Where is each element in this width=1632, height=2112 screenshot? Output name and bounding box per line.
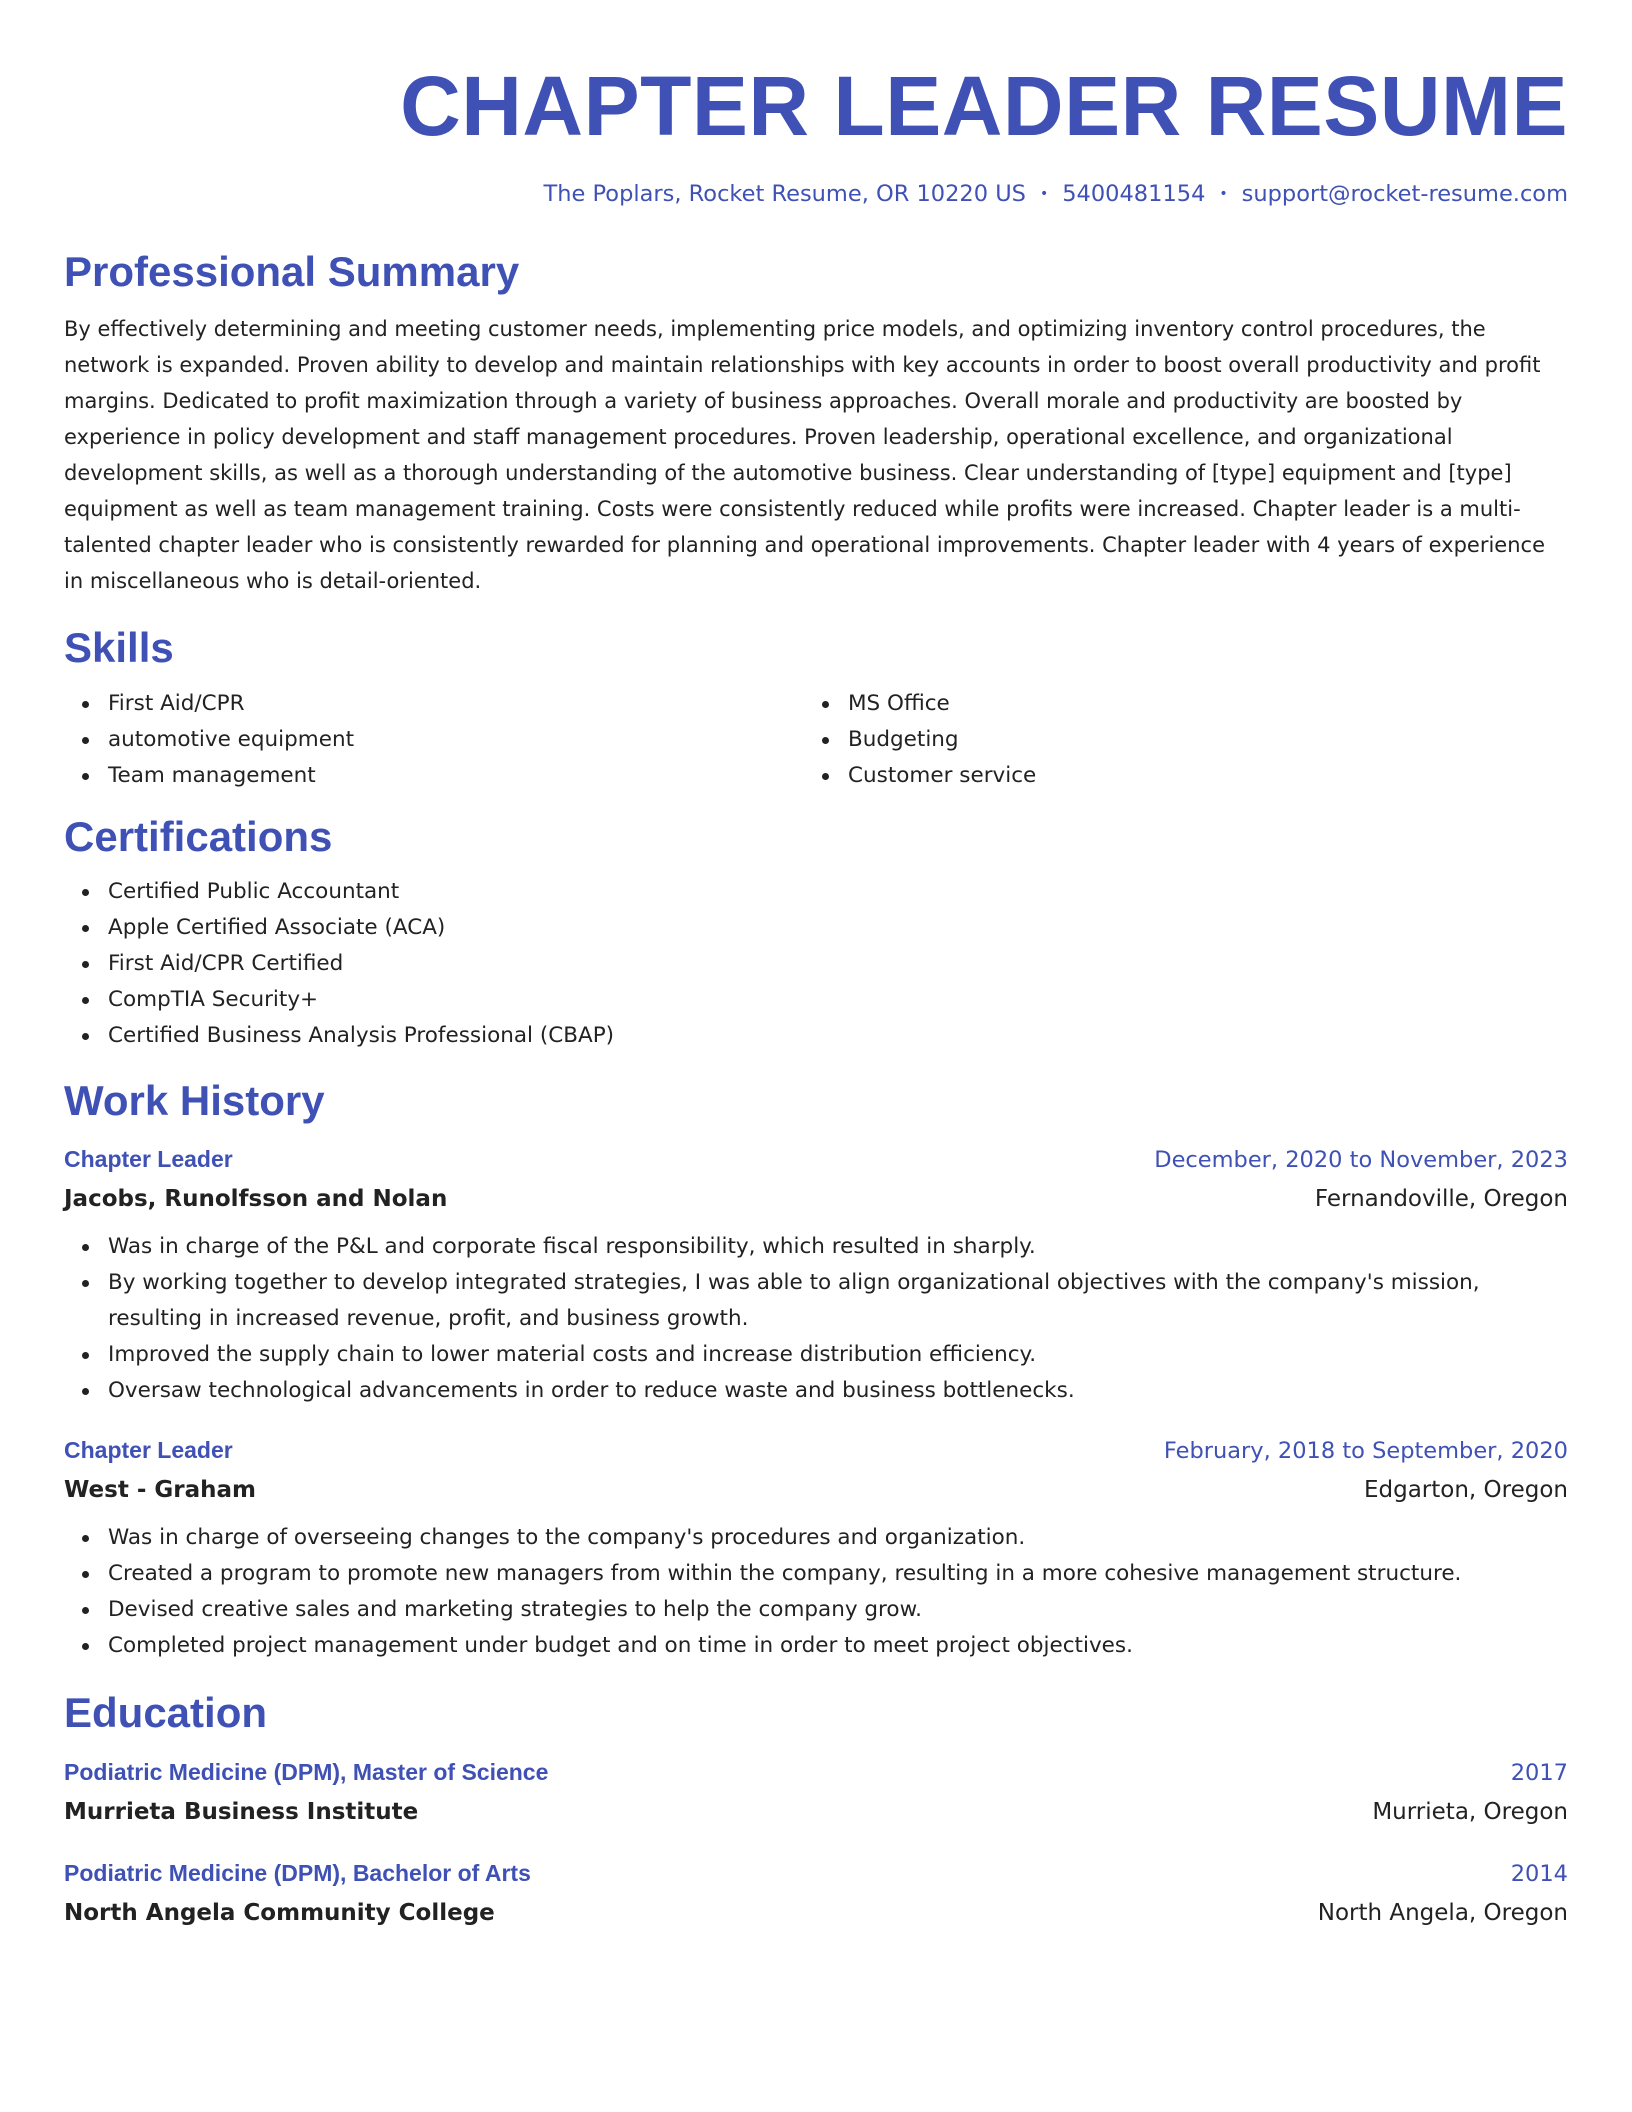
job-bullet: Completed project management under budget and on time in order to meet project objectives. — [64, 1628, 1568, 1664]
school-name: Murrieta Business Institute — [64, 1798, 419, 1825]
job-bullets — [64, 1520, 1568, 1664]
school-location: Murrieta, Oregon — [1372, 1798, 1568, 1825]
skill-item: Team management — [64, 758, 804, 794]
certification-item: CompTIA Security+ — [64, 982, 1568, 1018]
contact-email: support@rocket-resume.com — [1241, 180, 1568, 207]
work-entry-subheader — [64, 1470, 1568, 1510]
education-entry-subheader — [64, 1893, 1568, 1933]
contact-address: The Poplars, Rocket Resume, OR 10220 US — [543, 180, 1026, 207]
skill-item: MS Office — [804, 686, 1544, 722]
school-location: North Angela, Oregon — [1317, 1899, 1568, 1926]
job-dates: December, 2020 to November, 2023 — [1154, 1147, 1568, 1174]
skills-grid — [64, 686, 1568, 794]
skills-list-left — [64, 686, 804, 794]
work-history-heading: Work History — [64, 1076, 325, 1124]
summary-heading: Professional Summary — [64, 247, 520, 295]
job-bullet: By working together to develop integrated strategies, I was able to align organizational objectives with the company's mission, resulting in increased revenue, profit, and business growth. — [64, 1265, 1568, 1337]
education-entry-header — [64, 1753, 1568, 1792]
job-location: Fernandoville, Oregon — [1314, 1186, 1568, 1213]
skills-heading: Skills — [64, 624, 174, 672]
contact-phone: 5400481154 — [1062, 180, 1206, 207]
job-bullet: Oversaw technological advancements in order to reduce waste and business bottlenecks. — [64, 1373, 1568, 1409]
job-bullet: Improved the supply chain to lower material costs and increase distribution efficiency. — [64, 1337, 1568, 1373]
work-entry — [64, 1431, 1568, 1664]
job-bullet: Created a program to promote new managers from within the company, resulting in a more cohesive management structure. — [64, 1556, 1568, 1592]
degree: Podiatric Medicine (DPM), Bachelor of Arts — [64, 1859, 531, 1886]
contact-separator: • — [1039, 186, 1049, 203]
education-entry — [64, 1854, 1568, 1933]
school-name: North Angela Community College — [64, 1899, 495, 1926]
education-heading: Education — [64, 1689, 268, 1737]
certification-item: Certified Business Analysis Professional (CBAP) — [64, 1018, 1568, 1054]
graduation-year: 2014 — [1510, 1860, 1568, 1887]
work-entry — [64, 1140, 1568, 1409]
resume-header — [64, 56, 1568, 207]
job-bullet: Was in charge of the P&L and corporate fiscal responsibility, which resulted in sharply. — [64, 1229, 1568, 1265]
job-location: Edgarton, Oregon — [1363, 1477, 1568, 1504]
certification-item: First Aid/CPR Certified — [64, 946, 1568, 982]
job-company: Jacobs, Runolfsson and Nolan — [64, 1186, 448, 1213]
education-entry-subheader — [64, 1792, 1568, 1832]
degree: Podiatric Medicine (DPM), Master of Science — [64, 1758, 549, 1785]
certification-item: Certified Public Accountant — [64, 874, 1568, 910]
contact-line — [64, 181, 1568, 207]
job-bullet: Devised creative sales and marketing strategies to help the company grow. — [64, 1592, 1568, 1628]
education-entry-header — [64, 1854, 1568, 1893]
skill-item: First Aid/CPR — [64, 686, 804, 722]
contact-separator: • — [1219, 186, 1228, 203]
work-entry-header — [64, 1140, 1568, 1179]
summary-text: By effectively determining and meeting customer needs, implementing price models, and optimizing inventory control procedures, the network is expanded. Proven ability to develop and maintain relationships with key accounts in order to boost overall productivity and profit margins. Dedicated to profit maximization through a variety of business approaches. Overall morale and productivity are boosted by experience in policy development and staff management procedures. Proven leadership, operational excellence, and organizational development skills, as well as a thorough understanding of the automotive business. Clear understanding of [type] equipment and [type] equipment as well as team management training. Costs were consistently reduced while profits were increased. Chapter leader is a multi-talented chapter leader who is consistently rewarded for planning and operational improvements. Chapter leader with 4 years of experience in miscellaneous who is detail-oriented. — [64, 317, 1545, 594]
skill-item: Budgeting — [804, 722, 1544, 758]
certification-item: Apple Certified Associate (ACA) — [64, 910, 1568, 946]
skill-item: automotive equipment — [64, 722, 804, 758]
job-dates: February, 2018 to September, 2020 — [1163, 1438, 1568, 1465]
graduation-year: 2017 — [1510, 1759, 1568, 1786]
certifications-heading: Certifications — [64, 812, 333, 860]
job-role: Chapter Leader — [64, 1437, 233, 1464]
skills-list-right — [804, 686, 1544, 794]
work-entry-subheader — [64, 1179, 1568, 1219]
education-entry — [64, 1753, 1568, 1832]
job-role: Chapter Leader — [64, 1146, 233, 1173]
resume-title: CHAPTER LEADER RESUME — [400, 59, 1568, 153]
certifications-list — [64, 874, 1568, 1054]
job-company: West - Graham — [64, 1477, 256, 1504]
job-bullet: Was in charge of overseeing changes to the company's procedures and organization. — [64, 1520, 1568, 1556]
skill-item: Customer service — [804, 758, 1544, 794]
job-bullets — [64, 1229, 1568, 1409]
work-entry-header — [64, 1431, 1568, 1470]
